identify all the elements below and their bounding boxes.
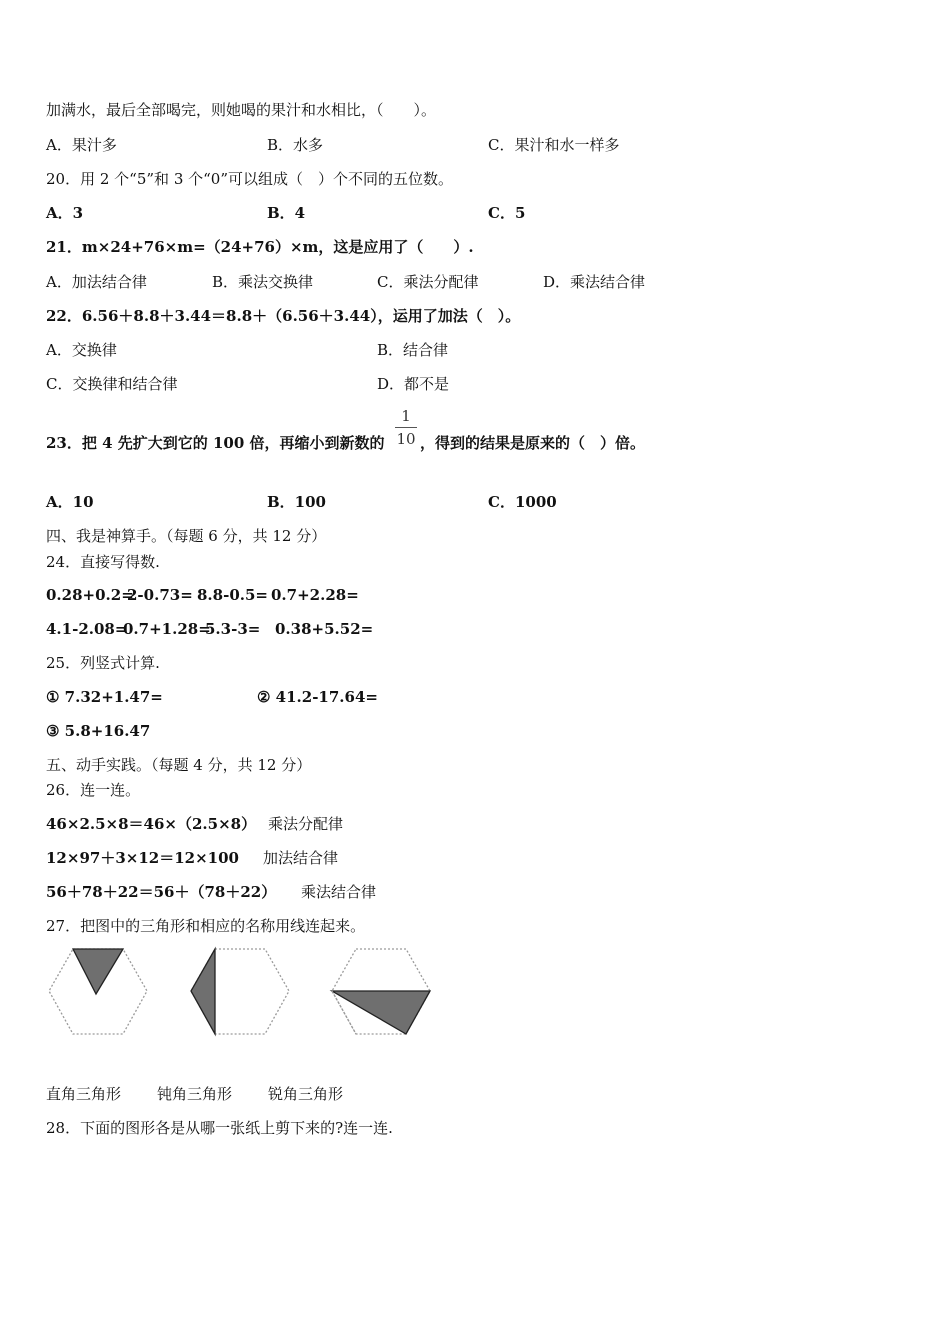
fraction-denominator: 10 <box>396 430 416 448</box>
q27-stem: 27．把图中的三角形和相应的名称用线连起来。 <box>46 917 366 935</box>
q25-item2: ② 41.2-17.64= <box>257 688 378 706</box>
q22-option-d[interactable]: D．都不是 <box>377 375 450 393</box>
q20-option-b[interactable]: B．4 <box>267 204 306 222</box>
q23-option-b[interactable]: B．100 <box>267 493 326 511</box>
hexagon-figure-1[interactable] <box>46 946 150 1038</box>
q25-item3: ③ 5.8+16.47 <box>46 722 151 740</box>
q26-stem: 26．连一连。 <box>46 781 141 799</box>
shaded-triangle <box>191 949 215 1034</box>
q26-left-1[interactable]: 46×2.5×8＝46×（2.5×8） <box>46 815 257 833</box>
q26-right-2[interactable]: 加法结合律 <box>263 849 339 867</box>
q23-stem-after: ，得到的结果是原来的（ ）倍。 <box>420 434 646 452</box>
q19-option-b[interactable]: B．水多 <box>267 136 324 154</box>
q20-option-c[interactable]: C．5 <box>488 204 526 222</box>
q23-option-c[interactable]: C．1000 <box>488 493 557 511</box>
q19-stem: 加满水，最后全部喝完，则她喝的果汁和水相比，（ ）。 <box>46 101 437 119</box>
section-4-title: 四、我是神算手。（每题 6 分，共 12 分） <box>46 527 327 545</box>
hexagon-figure-2[interactable] <box>188 946 292 1038</box>
q22-stem: 22．6.56＋8.8＋3.44＝8.8＋（6.56＋3.44），运用了加法（ ）。 <box>46 307 521 325</box>
q22-option-a[interactable]: A．交换律 <box>46 341 117 359</box>
q27-name-acute-triangle[interactable]: 锐角三角形 <box>268 1085 344 1103</box>
q23-fraction <box>395 406 417 449</box>
q24-r1-item4: 0.7+2.28= <box>271 586 359 604</box>
q24-r2-item3: 5.3-3= <box>205 620 261 638</box>
q26-left-3[interactable]: 56＋78＋22＝56＋（78＋22） <box>46 883 277 901</box>
q23-option-a[interactable]: A．10 <box>46 493 94 511</box>
q19-option-c[interactable]: C．果汁和水一样多 <box>488 136 620 154</box>
q26-right-3[interactable]: 乘法结合律 <box>301 883 377 901</box>
section-5-title: 五、动手实践。（每题 4 分，共 12 分） <box>46 756 312 774</box>
q24-stem: 24．直接写得数. <box>46 553 160 571</box>
q24-r2-item2: 0.7+1.28= <box>123 620 211 638</box>
q27-name-obtuse-triangle[interactable]: 钝角三角形 <box>157 1085 233 1103</box>
q20-option-a[interactable]: A．3 <box>46 204 84 222</box>
q25-stem: 25．列竖式计算. <box>46 654 160 672</box>
q20-stem: 20．用 2 个“5”和 3 个“0”可以组成（ ）个不同的五位数。 <box>46 170 454 188</box>
q21-option-b[interactable]: B．乘法交换律 <box>212 273 314 291</box>
q22-option-c[interactable]: C．交换律和结合律 <box>46 375 178 393</box>
q26-left-2[interactable]: 12×97＋3×12＝12×100 <box>46 849 239 867</box>
q26-right-1[interactable]: 乘法分配律 <box>268 815 344 833</box>
q28-stem: 28．下面的图形各是从哪一张纸上剪下来的?连一连. <box>46 1119 393 1137</box>
shaded-triangle <box>332 991 430 1034</box>
q24-r1-item1: 0.28+0.2= <box>46 586 134 604</box>
shaded-triangle <box>73 949 123 994</box>
q21-option-a[interactable]: A．加法结合律 <box>46 273 147 291</box>
q21-stem: 21．m×24+76×m=（24+76）×m，这是应用了（ ）. <box>46 238 474 256</box>
q27-name-right-triangle[interactable]: 直角三角形 <box>46 1085 122 1103</box>
q21-option-c[interactable]: C．乘法分配律 <box>377 273 479 291</box>
q24-r1-item2: 2-0.73= <box>127 586 193 604</box>
q25-item1: ① 7.32+1.47= <box>46 688 163 706</box>
q24-r2-item4: 0.38+5.52= <box>275 620 374 638</box>
q24-r1-item3: 8.8-0.5= <box>197 586 268 604</box>
q19-option-a[interactable]: A．果汁多 <box>46 136 117 154</box>
fraction-bar <box>395 427 417 428</box>
hexagon-figure-3[interactable] <box>329 946 433 1038</box>
q22-option-b[interactable]: B．结合律 <box>377 341 449 359</box>
q23-stem-before: 23．把 4 先扩大到它的 100 倍，再缩小到新数的 <box>46 434 385 452</box>
fraction-numerator: 1 <box>401 407 411 425</box>
q21-option-d[interactable]: D．乘法结合律 <box>543 273 646 291</box>
q24-r2-item1: 4.1-2.08= <box>46 620 128 638</box>
